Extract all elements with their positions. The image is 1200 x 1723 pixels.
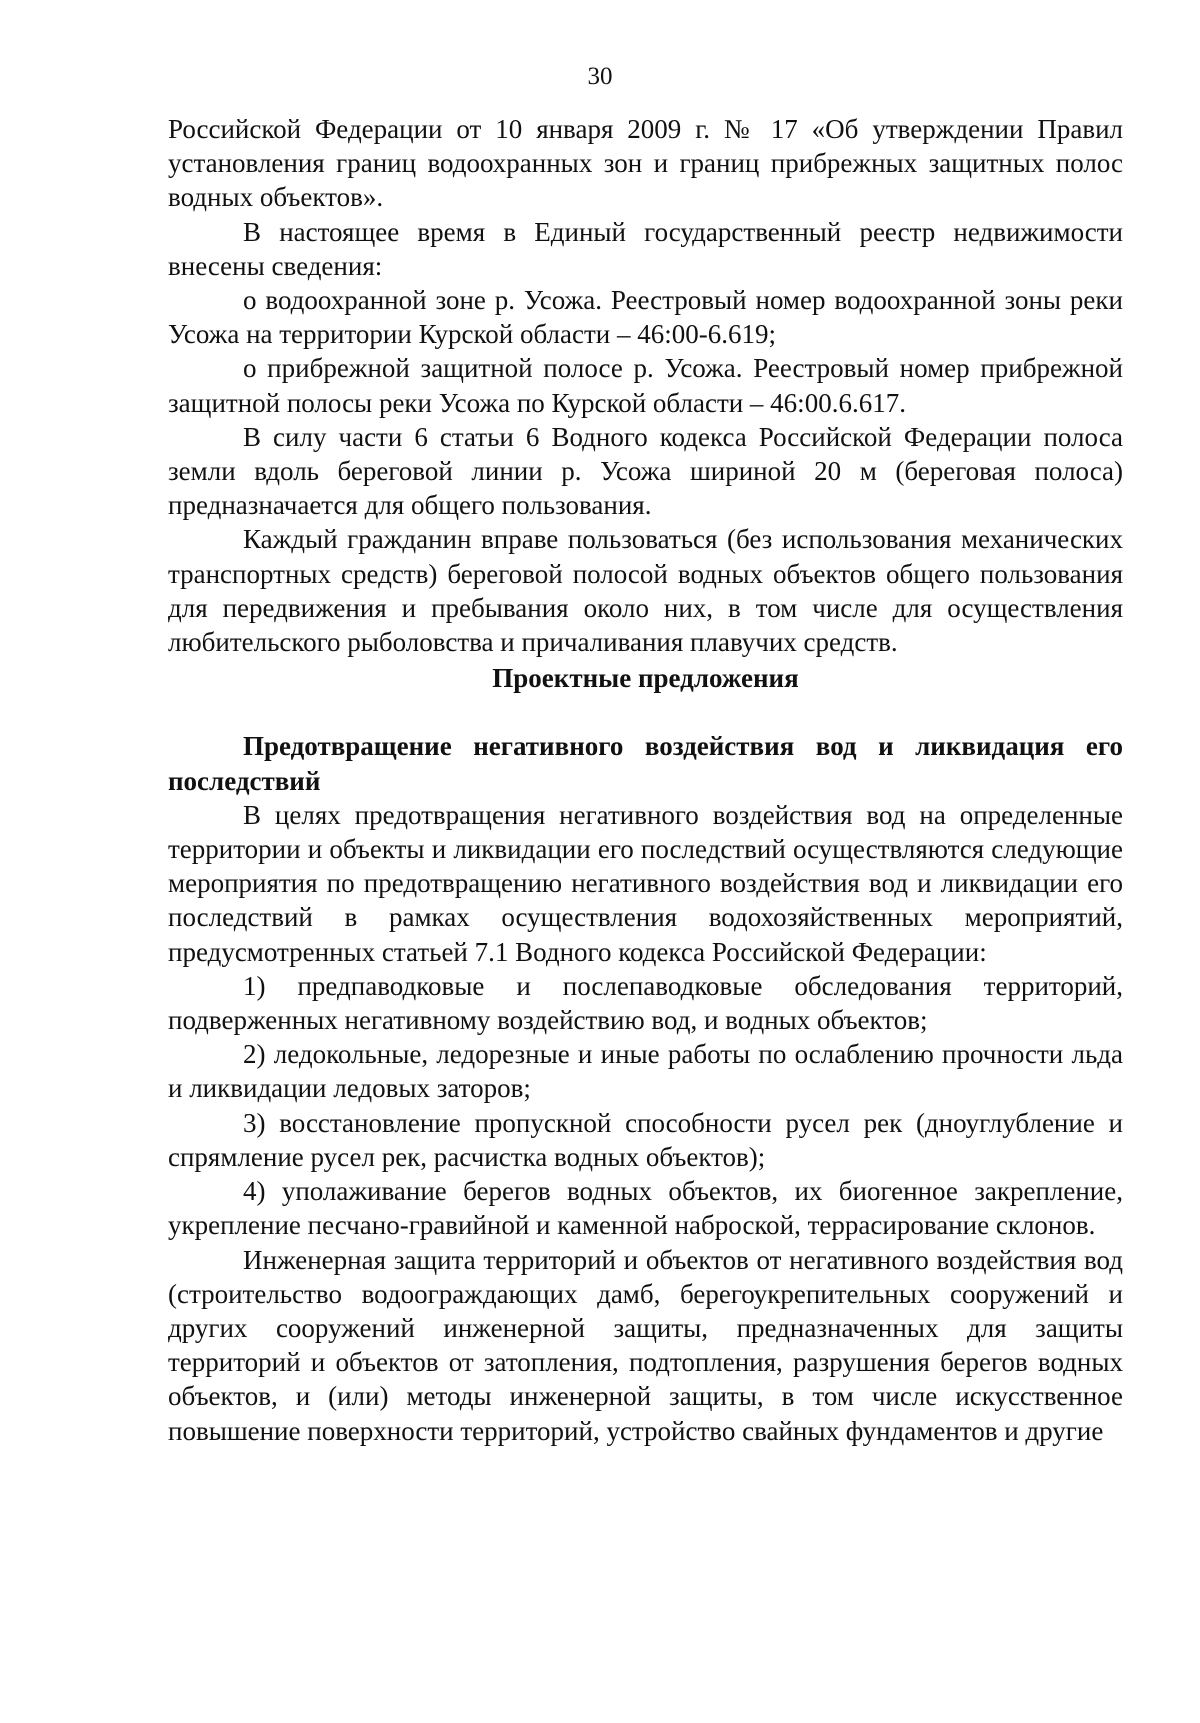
paragraph-registry-intro: В настоящее время в Единый государственный реестр недвижимости внесены сведения:: [168, 216, 1123, 281]
section-title: Проектные предложения: [492, 663, 799, 694]
paragraph-engineering-protection: Инженерная защита территорий и объектов от негативного воздействия вод (строительство водоограждающих дамб, берегоукрепительных сооружений и других сооружений инженерной защиты, предназначенных для защиты территорий и объектов от затопления, подтопления, разрушения берегов водных объектов, и (или) методы инженерной защиты, в том числе искусственное повышение поверхности территорий, устройство свайных фундаментов и другие: [168, 1244, 1123, 1446]
section-subtitle: Предотвращение негативного воздействия вод и ликвидация его последствий: [168, 731, 1123, 796]
list-item: 2) ледокольные, ледорезные и иные работы по ослаблению прочности льда и ликвидации ледовых заторов;: [168, 1039, 1123, 1104]
paragraph-measures-intro: В целях предотвращения негативного воздействия вод на определенные территории и объекты и ликвидации его последствий осуществляются следующие мероприятия по предотвращению негативного воздействия вод и ликвидации его последствий в рамках осуществления водохозяйственных мероприятий, предусмотренных статьей 7.1 Водного кодекса Российской Федерации:: [168, 799, 1123, 967]
paragraph-public-use: Каждый гражданин вправе пользоваться (без использования механических транспортных средств) береговой полосой водных объектов общего пользования для передвижения и пребывания около них, в том числе для осуществления любительского рыболовства и причаливания плавучих средств.: [168, 524, 1123, 658]
paragraph-law-reference: Российской Федерации от 10 января 2009 г. № 17 «Об утверждении Правил установления границ водоохранных зон и границ прибрежных защитных полос водных объектов».: [168, 114, 1123, 213]
document-body: [168, 112, 1123, 1448]
list-item: 3) восстановление пропускной способности русел рек (дноуглубление и спрямление русел рек, расчистка водных объектов);: [168, 1107, 1123, 1172]
list-item: 1) предпаводковые и послепаводковые обследования территорий, подверженных негативному воздействию вод, и водных объектов;: [168, 970, 1123, 1036]
list-item: 4) уполаживание берегов водных объектов, их биогенное закрепление, укрепление песчано-гравийной и каменной наброской, террасирование склонов.: [168, 1176, 1123, 1241]
paragraph-coastal-protective-strip: о прибрежной защитной полосе р. Усожа. Реестровый номер прибрежной защитной полосы реки Усожа по Курской области – 46:00.6.617.: [168, 353, 1123, 418]
page-number: 30: [587, 63, 613, 90]
paragraph-water-protection-zone: о водоохранной зоне р. Усожа. Реестровый номер водоохранной зоны реки Усожа на территории Курской области – 46:00-6.619;: [168, 285, 1123, 350]
paragraph-shoreline-strip: В силу части 6 статьи 6 Водного кодекса Российской Федерации полоса земли вдоль береговой линии р. Усожа шириной 20 м (береговая полоса) предназначается для общего пользования.: [168, 421, 1123, 521]
